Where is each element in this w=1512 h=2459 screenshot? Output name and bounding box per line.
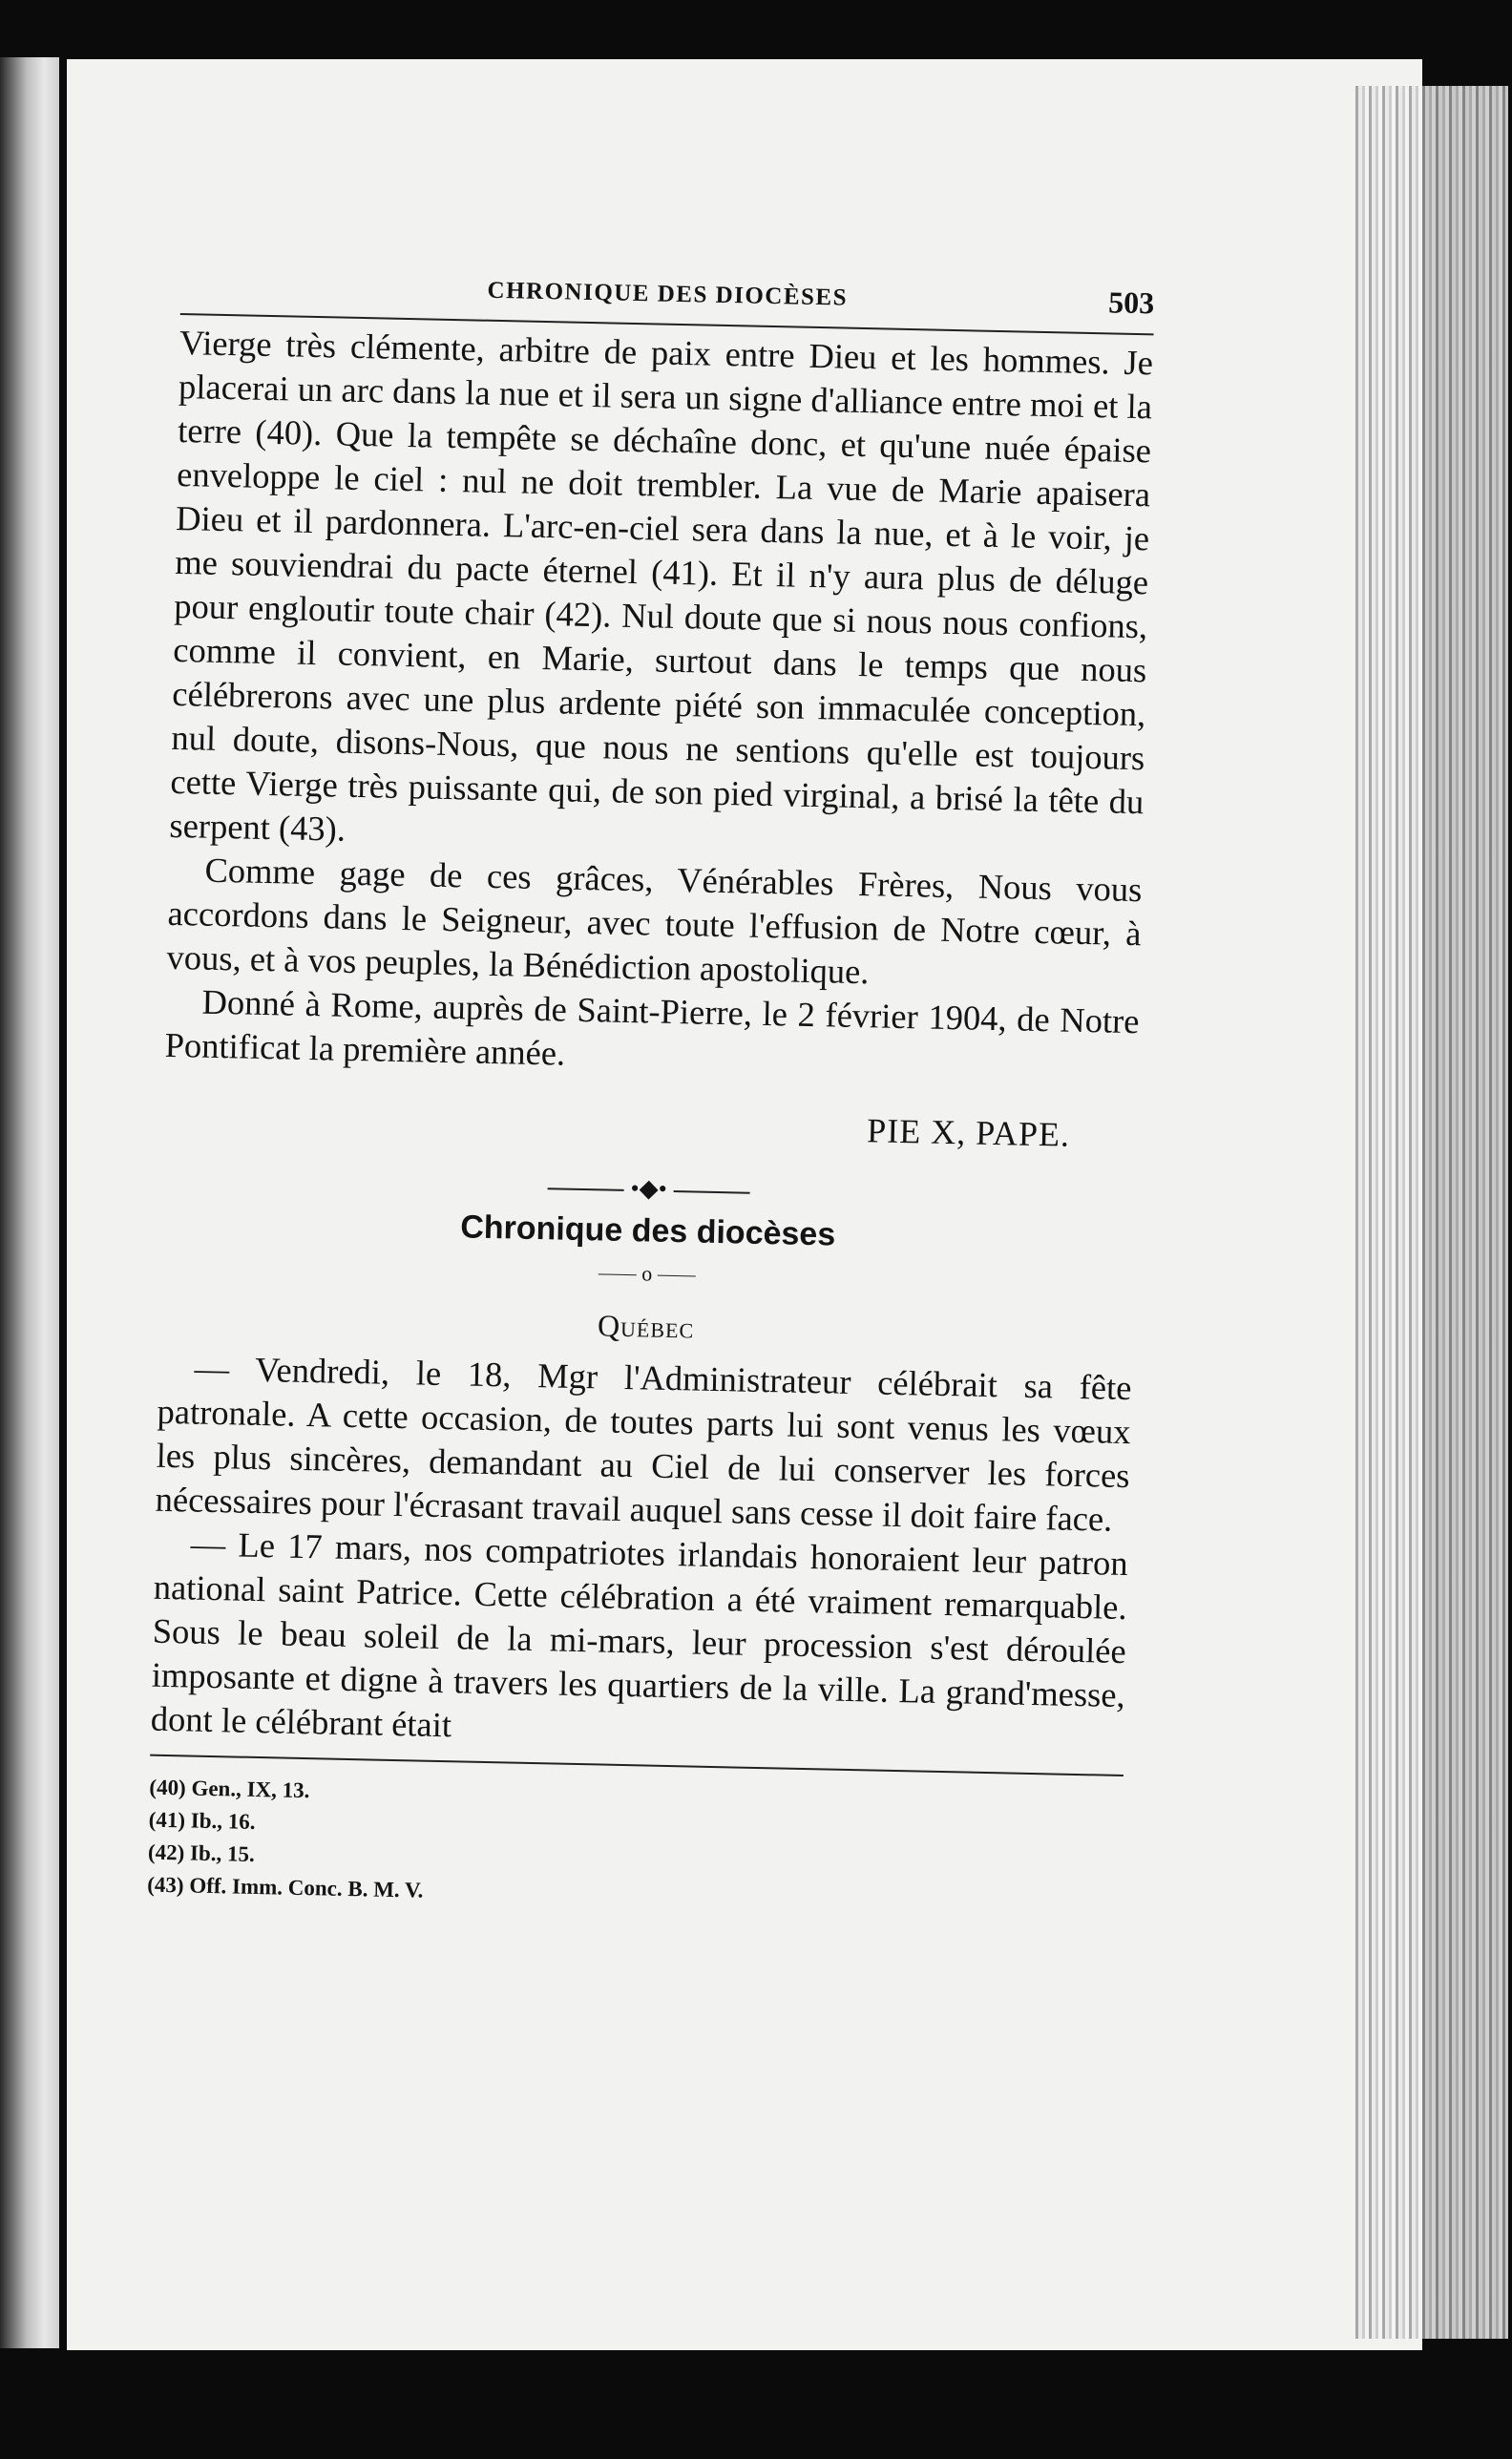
- divider-ornament: •◆•: [630, 1174, 668, 1203]
- footnotes: [147, 1772, 1124, 1922]
- footnote-43: (43) Off. Imm. Conc. B. M. V.: [147, 1872, 424, 1902]
- divider-rule-right: [673, 1190, 749, 1194]
- footnote-41: (41) Ib., 16.: [148, 1807, 256, 1834]
- diocese-subheading: Québec: [597, 1308, 695, 1345]
- small-divider-rule-left: [598, 1274, 637, 1276]
- page-number: 503: [1107, 284, 1155, 321]
- footnote-42: (42) Ib., 15.: [147, 1839, 256, 1866]
- letter-paragraph-1: Vierge très clémente, arbitre de paix entre Dieu et les hommes. Je placerai un arc dans la nue et il sera un signe d'alliance entre moi et la terre (40). Que la tempête se déchaîne donc, et qu'une nuée épaise enveloppe le ciel : nul ne doit trembler. La vue de Marie apaisera Dieu et il pardonnera. L'arc-en-ciel sera dans la nue, et à le voir, je me souviendrai du pacte éternel (41). Et il n'y aura plus de déluge pour engloutir toute chair (42). Nul doute que si nous nous confions, comme il convient, en Marie, surtout dans le temps que nous célébrerons avec une plus ardente piété son immaculée conception, nul doute, disons-Nous, que nous ne sentions qu'elle est toujours cette Vierge très puissante qui, de son pied virginal, a brisé la tête du serpent (43).: [169, 322, 1154, 849]
- footnote-40: (40) Gen., IX, 13.: [149, 1775, 310, 1803]
- letter-paragraph-2: Comme gage de ces grâces, Vénérables Frères, Nous vous accordons dans le Seigneur, avec toute l'effusion de Notre cœur, à vous, et à vos peuples, la Bénédiction apostolique.: [166, 850, 1143, 992]
- small-divider: [160, 1251, 1134, 1296]
- signature: PIE X, PAPE.: [866, 1111, 1071, 1154]
- chronicle-paragraph-1: — Vendredi, le 18, Mgr l'Administrateur célébrait sa fête patronale. A cette occasion, de toutes parts lui sont venus les vœux les plus sincères, demandant au Ciel de lui conserver les forces nécessaires pour l'écrasant travail auquel sans cesse il doit faire face.: [155, 1348, 1132, 1539]
- page-stack-edges: [1355, 86, 1508, 2339]
- section-heading: Chronique des diocèses: [459, 1208, 836, 1253]
- running-head-title: CHRONIQUE DES DIOCÈSES: [487, 277, 849, 311]
- adjacent-page-edge: [0, 57, 59, 2348]
- divider-rule-left: [548, 1187, 624, 1191]
- small-divider-ornament: o: [641, 1261, 653, 1286]
- page-content: [147, 258, 1155, 1922]
- small-divider-rule-right: [658, 1275, 696, 1277]
- letter-paragraph-3: Donné à Rome, auprès de Saint-Pierre, le 2 février 1904, de Notre Pontificat la première année.: [164, 981, 1140, 1073]
- chronicle-paragraph-2: — Le 17 mars, nos compatriotes irlandais honoraient leur patron national saint Patrice. Cette célébration a été vraiment remarquable. Sous le beau soleil de la mi-mars, leur procession s'est déroulée imposante et digne à travers les quartiers de la ville. La grand'messe, dont le célébrant était: [150, 1524, 1129, 1745]
